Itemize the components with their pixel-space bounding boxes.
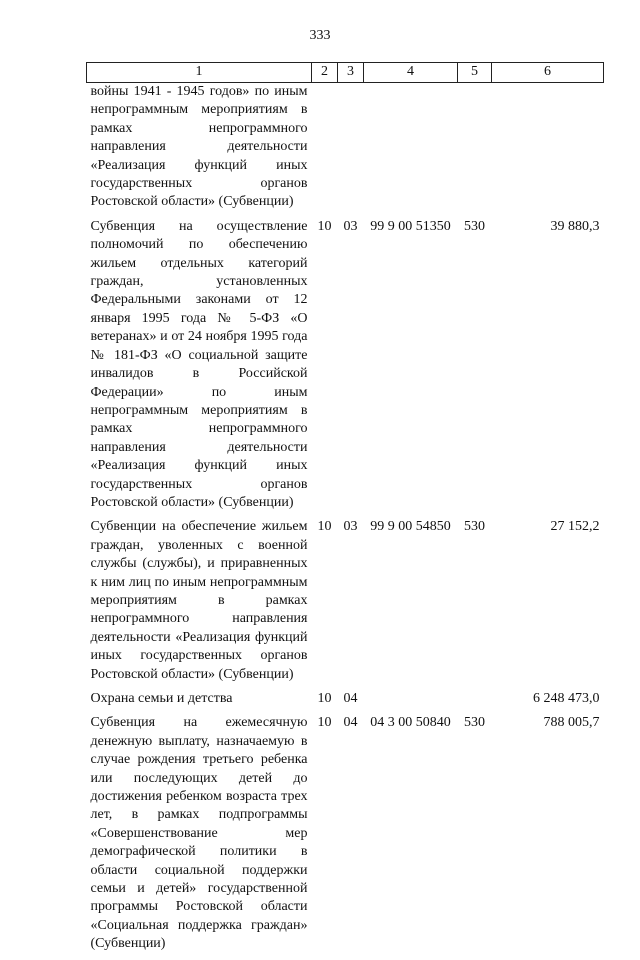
header-col-1: 1	[87, 63, 312, 83]
header-col-2: 2	[312, 63, 338, 83]
row-target-code	[364, 690, 458, 714]
row-amount	[492, 83, 604, 218]
table-row	[87, 83, 604, 218]
row-amount: 27 152,2	[550, 519, 600, 535]
header-row	[87, 63, 604, 83]
header-col-3: 3	[338, 63, 364, 83]
page-number: 333	[309, 28, 331, 43]
row-section: 10	[317, 691, 332, 706]
row-section	[312, 83, 338, 218]
row-subsection: 03	[343, 519, 358, 535]
table-row	[87, 518, 604, 690]
header-col-6: 6	[492, 63, 604, 83]
row-description: Субвенция на ежемесячную денежную выплату, назначаемую в случае рождения третьего ребенка или последующих детей до достижения ребенком возраста трех лет, в рамках подпрограммы «Совершенствование мер демографической политики в области социальной поддержки семьи и детей» государственной программы Ростовской области «Социальная поддержка граждан» (Субвенции)	[90, 715, 308, 952]
row-description: Субвенции на обеспечение жильем граждан, уволенных с военной службы (службы), и приравненных к ним лиц по иным непрограммным мероприятиям в рамках непрограммного направления деятельности «Реализация функций иных государственных органов Ростовской области» (Субвенции)	[90, 519, 308, 682]
table-row	[87, 218, 604, 519]
row-target-code: 99 9 00 51350	[370, 218, 451, 234]
table-body	[87, 83, 604, 960]
header-col-4: 4	[364, 63, 458, 83]
table-row	[87, 690, 604, 714]
row-section: 10	[317, 715, 332, 731]
table-row	[87, 714, 604, 959]
row-description: Охрана семьи и детства	[90, 691, 233, 706]
row-target-code: 04 3 00 50840	[370, 715, 451, 731]
header-col-5: 5	[458, 63, 492, 83]
table-header	[87, 63, 604, 83]
row-subsection	[338, 83, 364, 218]
row-description: Субвенция на осуществление полномочий по обеспечению жильем отдельных категорий граждан, установленных Федеральными законами от 12 января 1995 года № 5-ФЗ «О ветеранах» и от 24 ноября 1995 года № 181-ФЗ «О социальной защите инвалидов в Российской Федерации» по иным непрограммным мероприятиям в рамках непрограммного направления деятельности «Реализация функций иных государственных органов Ростовской области» (Субвенции)	[90, 218, 308, 510]
row-expense-type: 530	[464, 218, 485, 234]
row-expense-type: 530	[464, 519, 485, 535]
budget-table	[86, 62, 604, 960]
row-target-code	[364, 83, 458, 218]
row-amount: 39 880,3	[550, 218, 600, 234]
row-expense-type: 530	[464, 715, 485, 731]
row-section: 10	[317, 218, 332, 234]
row-subsection: 03	[343, 218, 358, 234]
row-amount: 788 005,7	[543, 715, 600, 731]
row-target-code: 99 9 00 54850	[370, 519, 451, 535]
row-expense-type	[458, 83, 492, 218]
row-section: 10	[317, 519, 332, 535]
row-subsection: 04	[343, 715, 358, 731]
row-description: войны 1941 - 1945 годов» по иным непрограммным мероприятиям в рамках непрограммного направления деятельности «Реализация функций иных государственных органов Ростовской области» (Субвенции)	[90, 84, 308, 210]
row-amount: 6 248 473,0	[533, 691, 600, 706]
row-expense-type	[458, 690, 492, 714]
row-subsection: 04	[343, 691, 358, 706]
